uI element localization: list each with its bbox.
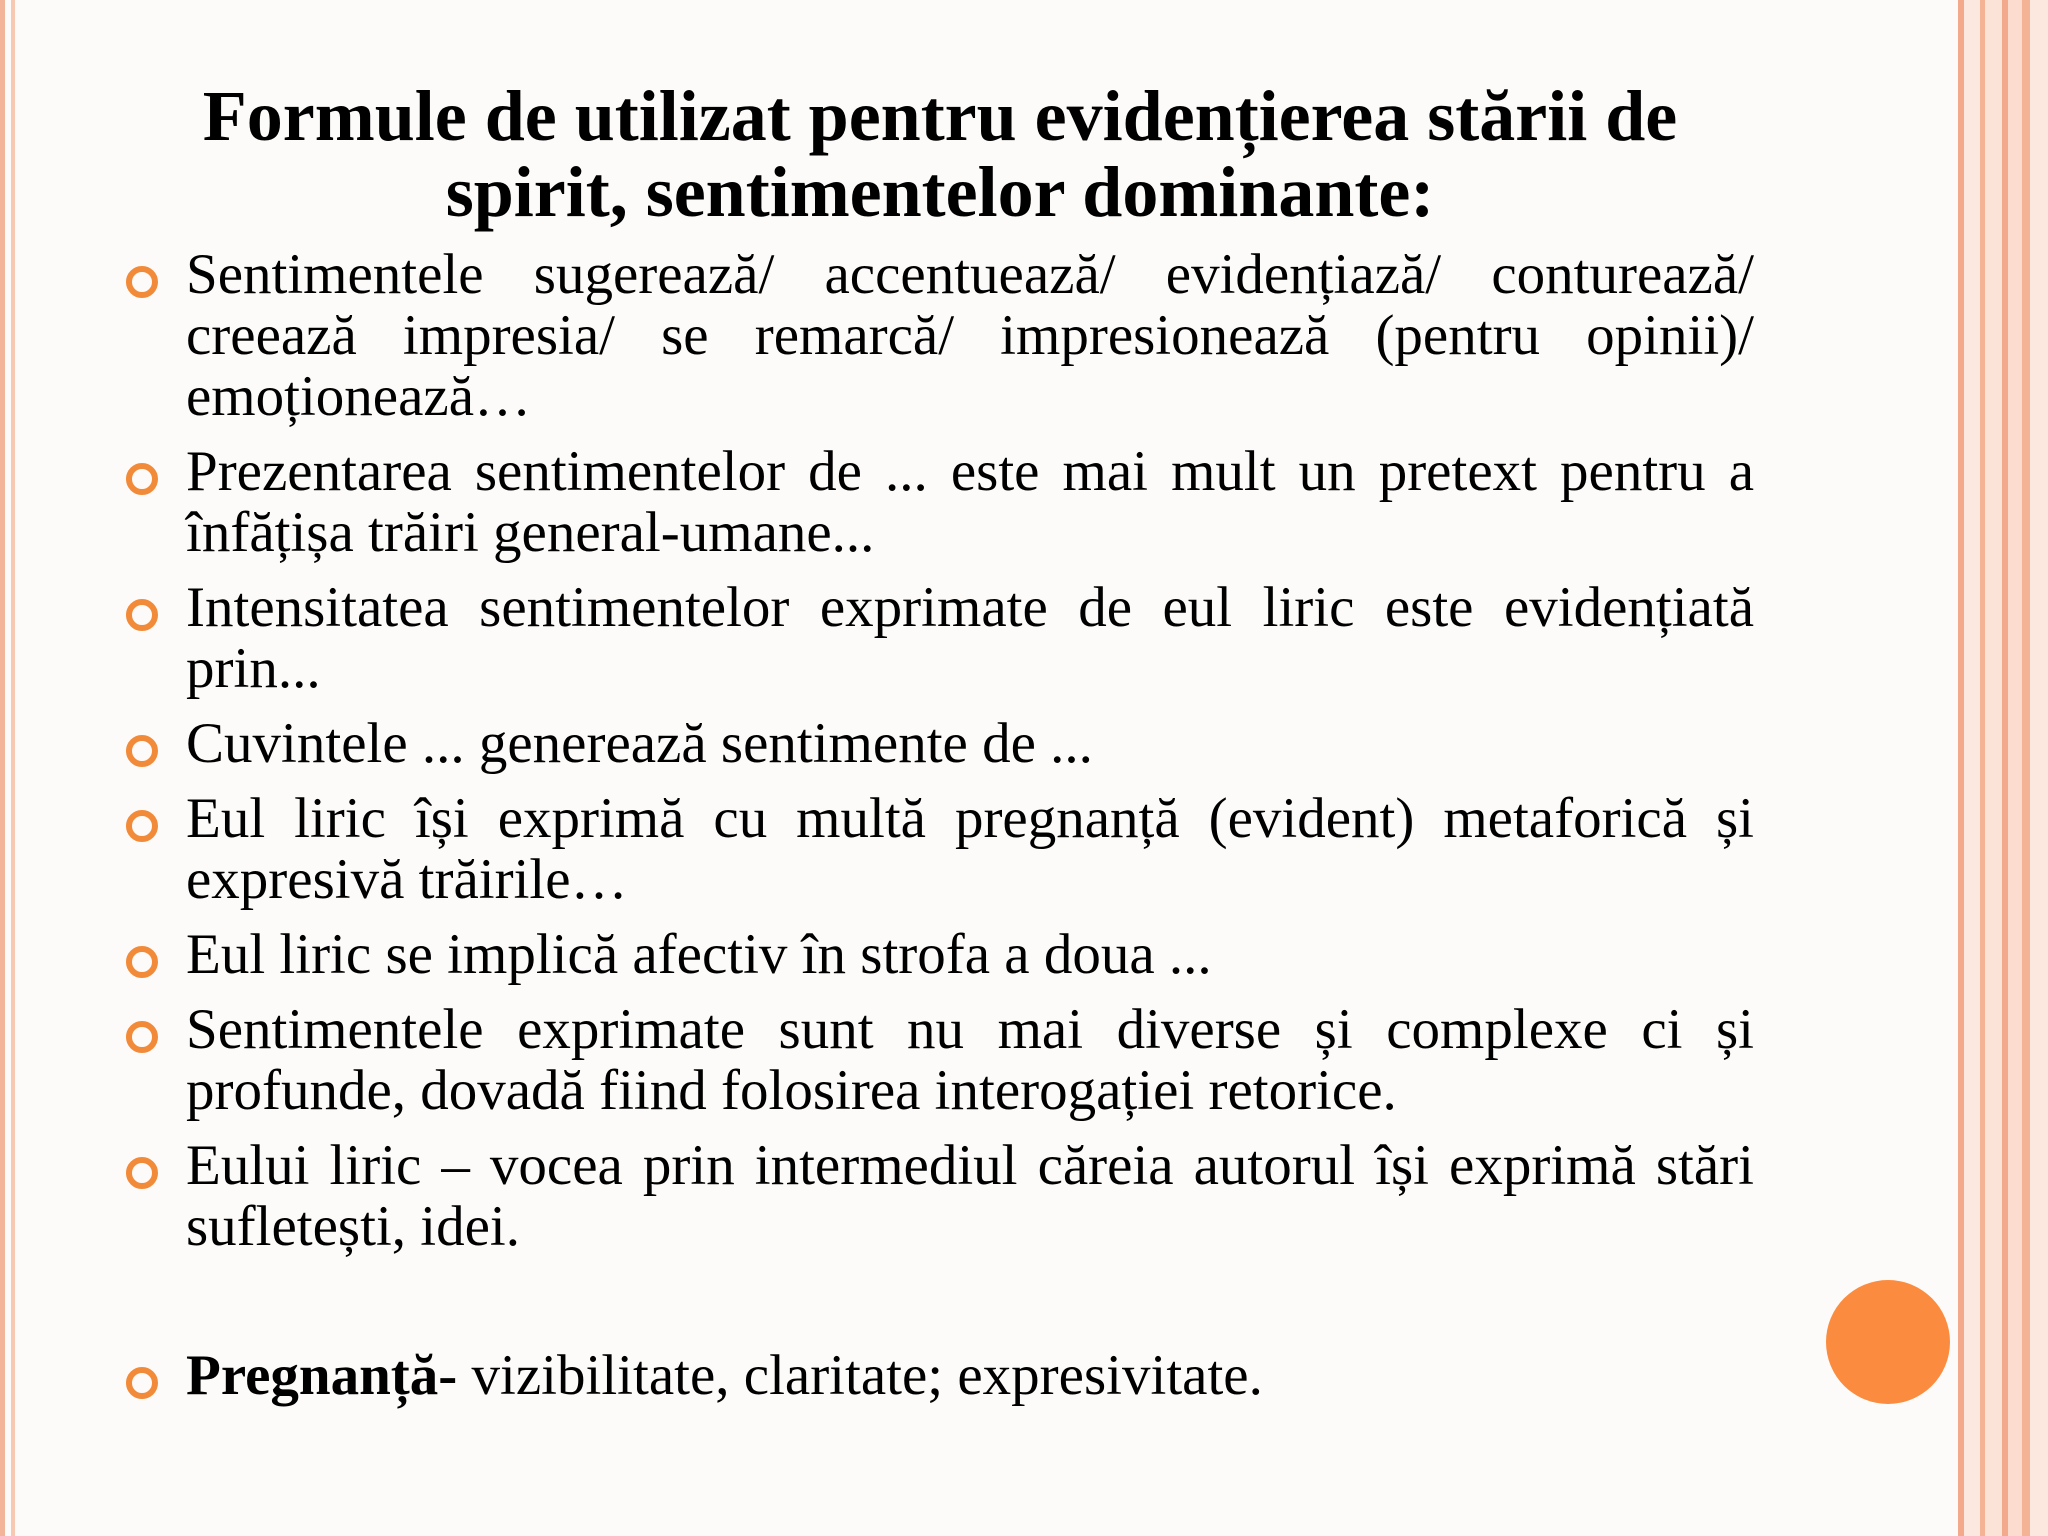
list-item-text: Intensitatea sentimentelor exprimate de eul liric este evidențiată prin... (186, 576, 1754, 700)
bullet-circle-icon (126, 463, 158, 495)
bullet-circle-icon (126, 266, 158, 298)
bullet-circle-icon (126, 1021, 158, 1053)
list-item (124, 788, 1754, 910)
right-border-stripe (1964, 0, 1980, 1536)
list-spacer (124, 1271, 1754, 1331)
bullet-circle-icon (126, 1157, 158, 1189)
bullet-circle-icon (126, 946, 158, 978)
definition-text: vizibilitate, claritate; expresivitate. (457, 1344, 1263, 1407)
list-item-text: Eului liric – vocea prin intermediul căreia autorul își exprimă stări sufletești, idei. (186, 1134, 1754, 1258)
list-item-text: Eul liric se implică afectiv în strofa a doua ... (186, 923, 1212, 986)
definition-term: Pregnanță- (186, 1344, 458, 1407)
list-item (124, 577, 1754, 699)
list-item-text: Cuvintele ... generează sentimente de ... (186, 712, 1093, 775)
list-item (124, 924, 1754, 985)
list-item-text: Sentimentele sugerează/ accentuează/ evidențiază/ conturează/ creează impresia/ se remarcă/ impresionează (pentru opinii)/ emoționează… (186, 243, 1754, 428)
right-border-stripe (2008, 0, 2022, 1536)
list-item-text: Sentimentele exprimate sunt nu mai diverse și complexe ci și profunde, dovadă fiind folosirea interogației retorice. (186, 998, 1754, 1122)
bullet-list (124, 244, 1754, 1420)
decorative-orange-circle (1826, 1280, 1950, 1404)
right-border-stripe (1985, 0, 2002, 1536)
bullet-circle-icon (126, 735, 158, 767)
list-item (124, 1135, 1754, 1257)
right-border-stripe (2022, 0, 2030, 1536)
slide-title: Formule de utilizat pentru evidențierea stării de spirit, sentimentelor dominante: (202, 76, 1678, 232)
left-border-stripe (0, 0, 5, 1536)
list-item (124, 244, 1754, 427)
right-border-stripe (2030, 0, 2048, 1536)
list-item (124, 999, 1754, 1121)
bullet-circle-icon (126, 810, 158, 842)
bullet-circle-icon (126, 599, 158, 631)
definition-item (124, 1345, 1754, 1406)
list-item (124, 713, 1754, 774)
list-item-text: Eul liric își exprimă cu multă pregnanță (evident) metaforică și expresivă trăirile… (186, 787, 1754, 911)
list-item-text: Prezentarea sentimentelor de ... este mai mult un pretext pentru a înfățișa trăiri general-umane... (186, 440, 1754, 564)
list-item (124, 441, 1754, 563)
left-border-stripe (11, 0, 15, 1536)
bullet-circle-icon (126, 1367, 158, 1399)
